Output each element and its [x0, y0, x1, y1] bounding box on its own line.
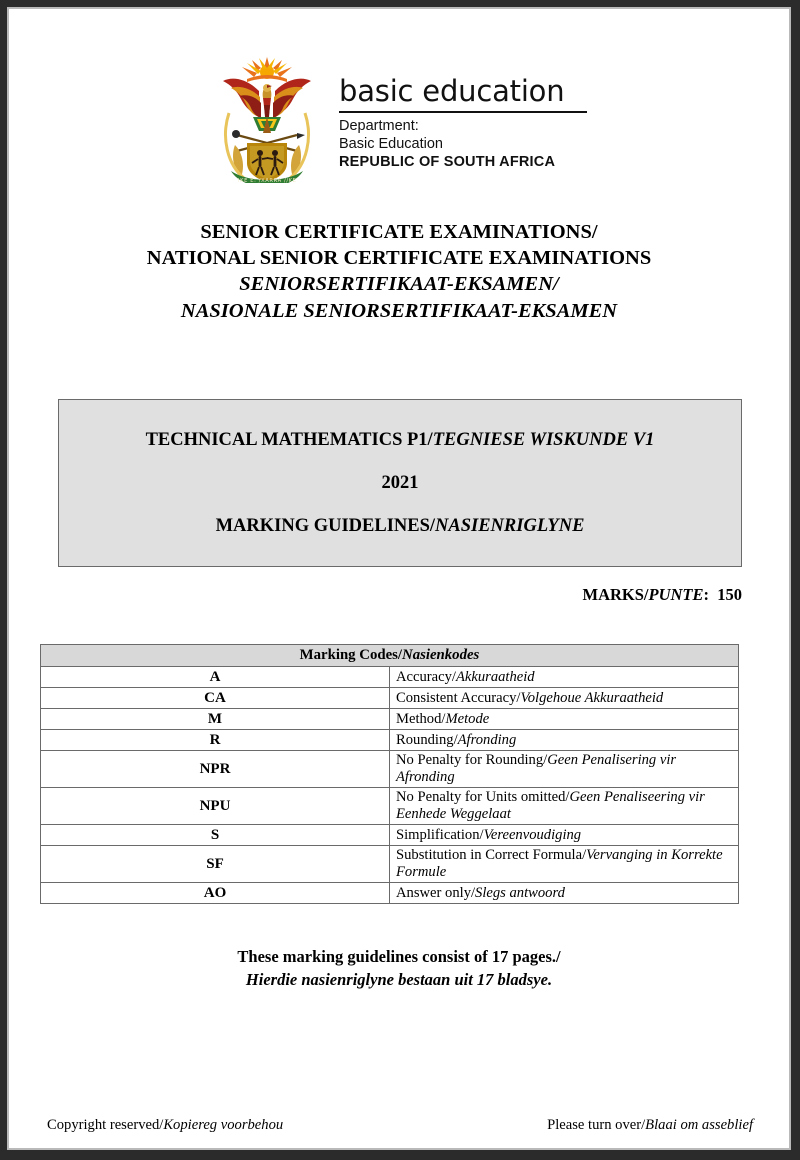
- code-abbreviation: A: [41, 667, 390, 688]
- table-row: [41, 688, 739, 709]
- svg-text:!KE E: /XARRA //KE: !KE E: /XARRA //KE: [237, 178, 297, 183]
- code-description-en: Answer only/: [396, 884, 476, 901]
- marking-codes-body: [41, 667, 739, 904]
- subject-title-af: TEGNIESE WISKUNDE V1: [432, 429, 655, 450]
- page-content: [7, 7, 791, 1150]
- code-description-af: Geen Penalisering vir Afronding: [396, 752, 677, 785]
- basic-education-wordmark: basic education: [339, 77, 587, 113]
- subject-title-en: TECHNICAL MATHEMATICS P1/: [145, 429, 433, 450]
- code-description-af: Akkuraatheid: [455, 668, 535, 685]
- code-abbreviation: AO: [41, 883, 390, 904]
- code-description: [390, 730, 739, 751]
- code-abbreviation: NPR: [41, 751, 390, 788]
- code-description: [390, 846, 739, 883]
- table-row: [41, 846, 739, 883]
- marks-value: 150: [717, 585, 742, 604]
- turn-over-notice-en: Please turn over/: [547, 1117, 646, 1133]
- exam-title-box: [58, 399, 742, 567]
- code-description-en: No Penalty for Rounding/: [396, 752, 548, 768]
- code-description: [390, 883, 739, 904]
- turn-over-notice-af: Blaai om asseblief: [645, 1117, 753, 1133]
- marking-codes-header-af: Nasienkodes: [402, 647, 480, 663]
- code-description-af: Vereenvoudiging: [483, 826, 582, 843]
- marking-codes-header: [41, 645, 739, 667]
- page-count-note: [7, 945, 791, 992]
- department-name: Basic Education: [339, 136, 443, 153]
- marking-codes-header-en: Marking Codes/: [299, 647, 403, 663]
- code-description-en: Simplification/: [396, 826, 484, 843]
- marking-codes-table: [40, 644, 739, 904]
- page-inner-frame: [7, 7, 791, 1150]
- code-description-af: Metode: [445, 710, 490, 727]
- copyright-notice-en: Copyright reserved/: [47, 1117, 164, 1133]
- department-block: [339, 117, 587, 171]
- code-description-af: Afronding: [457, 731, 517, 748]
- exam-year: 2021: [381, 472, 419, 493]
- logo-text-block: [339, 55, 587, 171]
- exam-heading-line-1: SENIOR CERTIFICATE EXAMINATIONS/: [200, 221, 598, 243]
- code-description-af: Geen Penaliseering vir Eenhede Weggelaat: [396, 789, 705, 822]
- page-footer: [47, 1117, 753, 1134]
- code-description: [390, 751, 739, 788]
- code-description-en: Method/: [396, 710, 446, 727]
- code-description-en: No Penalty for Units omitted/: [396, 789, 570, 805]
- code-abbreviation: R: [41, 730, 390, 751]
- table-row: [41, 730, 739, 751]
- exam-heading: [7, 219, 791, 324]
- document-type: [216, 516, 585, 537]
- table-row: [41, 667, 739, 688]
- code-description: [390, 825, 739, 846]
- department-label: Department:: [339, 118, 419, 134]
- code-description-af: Slegs antwoord: [475, 884, 565, 901]
- table-row: [41, 788, 739, 825]
- code-description: [390, 688, 739, 709]
- copyright-notice: [47, 1117, 283, 1134]
- page-count-note-af: Hierdie nasienriglyne bestaan uit 17 bladsye.: [245, 970, 553, 990]
- code-abbreviation: M: [41, 709, 390, 730]
- table-header-row: [41, 645, 739, 667]
- code-description-af: Volgehoue Akkuraatheid: [520, 689, 664, 706]
- table-row: [41, 825, 739, 846]
- page-count-note-en: These marking guidelines consist of 17 pages./: [237, 947, 561, 966]
- code-description-en: Rounding/: [396, 731, 458, 748]
- exam-heading-line-4: NASIONALE SENIORSERTIFIKAAT-EKSAMEN: [180, 299, 618, 322]
- copyright-notice-af: Kopiereg voorbehou: [163, 1117, 284, 1133]
- table-row: [41, 883, 739, 904]
- exam-heading-line-2: NATIONAL SENIOR CERTIFICATE EXAMINATIONS: [146, 247, 652, 270]
- marks-label-af: PUNTE: [648, 585, 704, 604]
- code-description-en: Consistent Accuracy/: [396, 689, 521, 706]
- code-description-af: Vervanging in Korrekte Formule: [396, 847, 723, 880]
- marks-separator: :: [703, 585, 709, 604]
- code-abbreviation: SF: [41, 846, 390, 883]
- code-abbreviation: CA: [41, 688, 390, 709]
- document-type-en: MARKING GUIDELINES/: [215, 515, 436, 536]
- code-description: [390, 788, 739, 825]
- code-description-en: Substitution in Correct Formula/: [396, 847, 587, 863]
- code-description: [390, 667, 739, 688]
- code-abbreviation: S: [41, 825, 390, 846]
- south-african-coat-of-arms-icon: [211, 55, 323, 183]
- document-type-af: NASIENRIGLYNE: [435, 515, 585, 536]
- code-description: [390, 709, 739, 730]
- table-row: [41, 751, 739, 788]
- table-row: [41, 709, 739, 730]
- republic-label: REPUBLIC OF SOUTH AFRICA: [339, 154, 556, 171]
- marks-label-en: MARKS/: [582, 585, 649, 604]
- turn-over-notice: [547, 1117, 753, 1134]
- code-description-en: Accuracy/: [396, 668, 456, 685]
- subject-title: [146, 430, 655, 451]
- masthead: [7, 7, 791, 183]
- exam-heading-line-3: SENIORSERTIFIKAAT-EKSAMEN/: [239, 273, 559, 296]
- total-marks: [583, 585, 743, 605]
- code-abbreviation: NPU: [41, 788, 390, 825]
